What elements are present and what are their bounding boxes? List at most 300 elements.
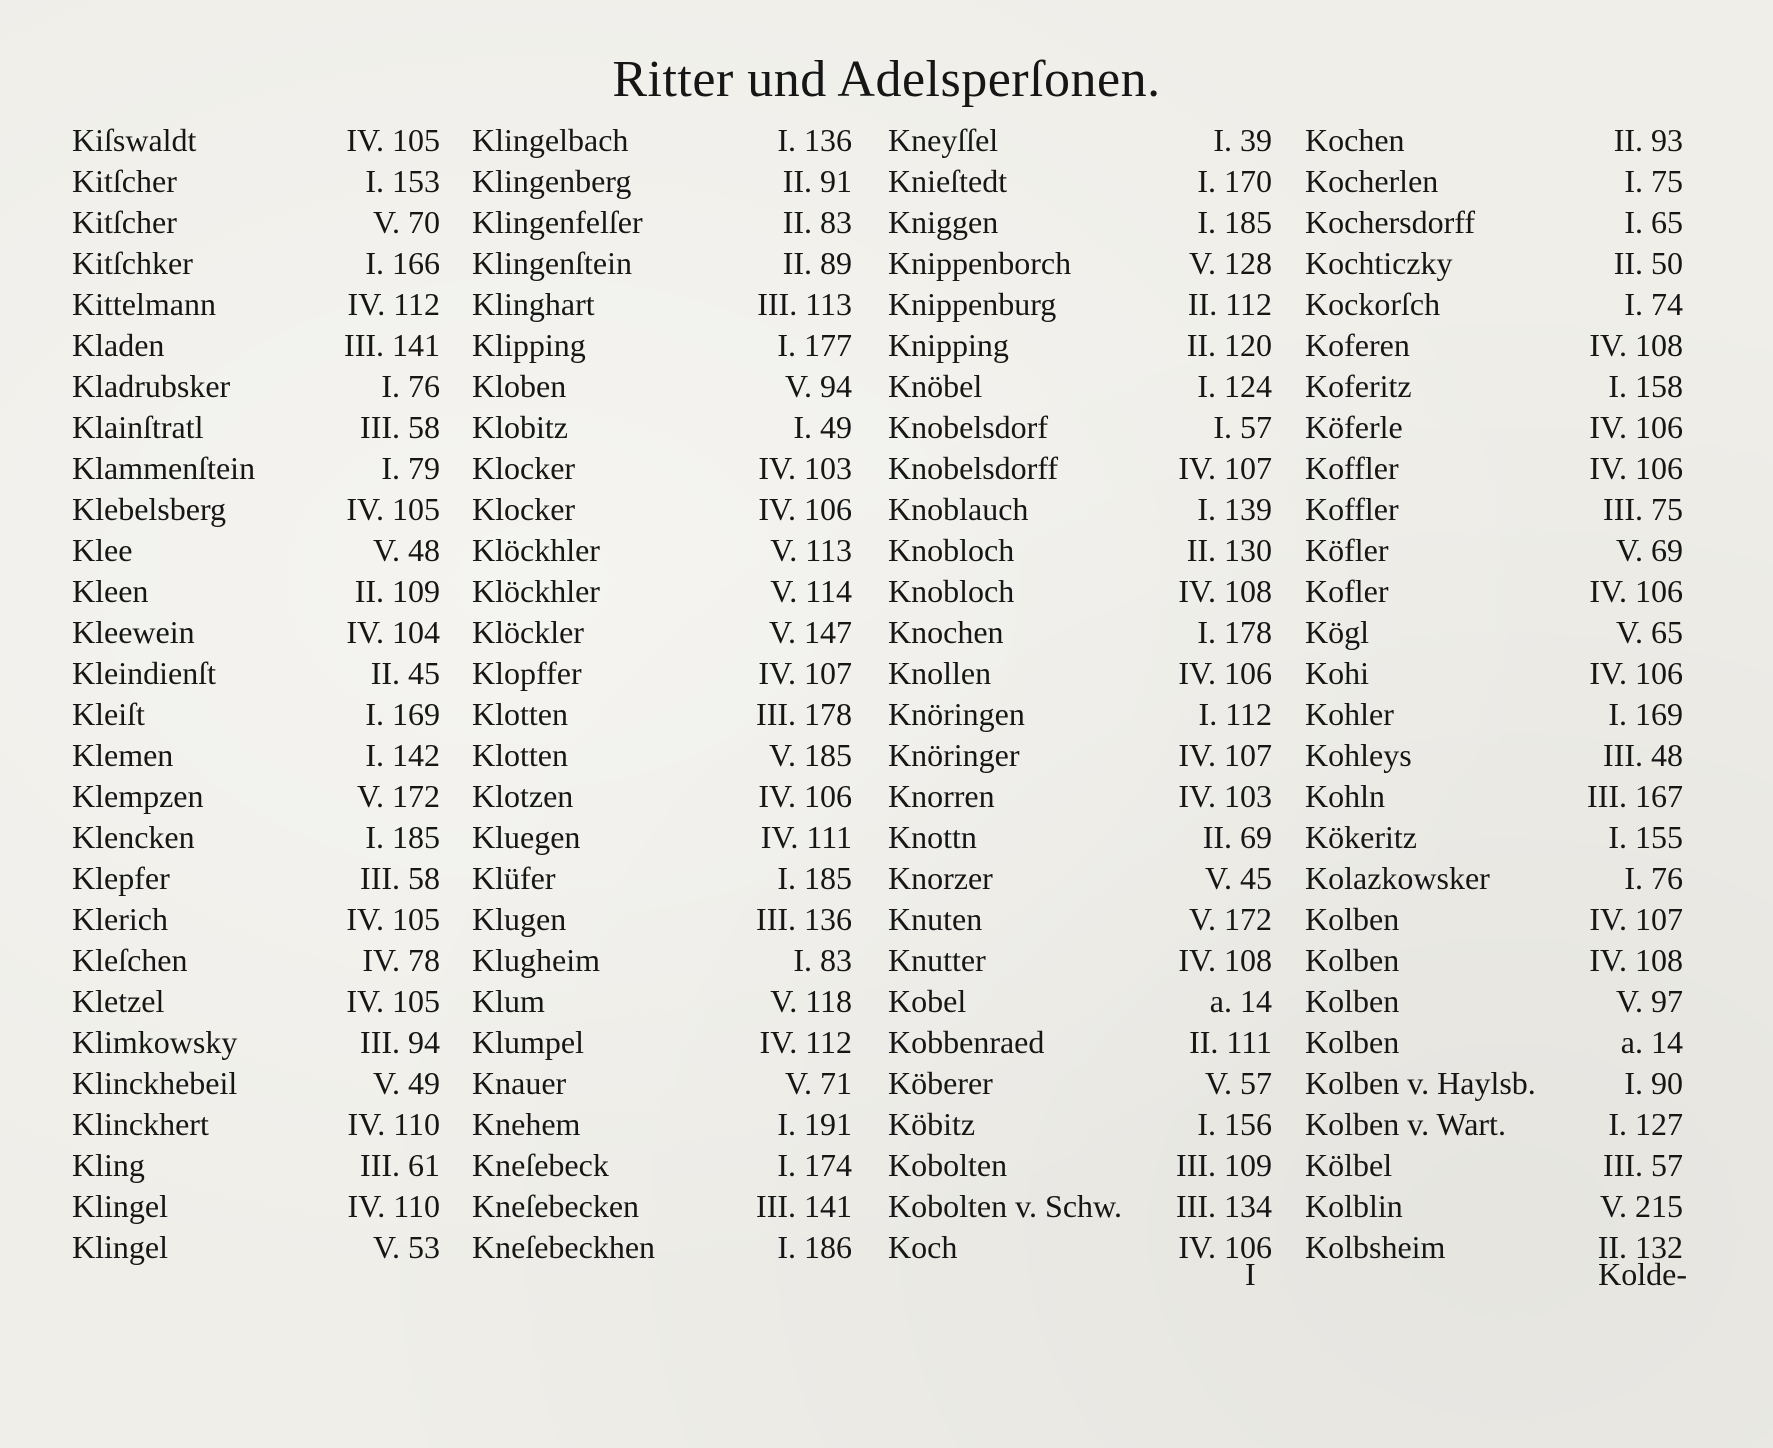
entry-reference: V. 215 [1600,1188,1683,1224]
index-entry [472,1145,852,1186]
entry-name: Klugen [472,901,567,937]
index-entry [72,243,440,284]
entry-reference: I. 136 [777,122,852,158]
index-entry [888,776,1272,817]
entry-reference: I. 185 [1197,204,1272,240]
entry-name: Knuten [888,901,983,937]
entry-name: Knauer [472,1065,567,1101]
index-entry [888,366,1272,407]
entry-reference: V. 118 [770,983,852,1019]
index-entry [472,489,852,530]
entry-name: Klimkowsky [72,1024,238,1060]
entry-name: Kolben [1305,983,1400,1019]
entry-reference: I. 139 [1197,491,1272,527]
entry-name: Koch [888,1229,958,1265]
entry-reference: III. 75 [1603,491,1683,527]
entry-name: Klöckler [472,614,584,650]
index-entry [888,653,1272,694]
index-entry [1305,694,1683,735]
index-entry [1305,202,1683,243]
index-entry [888,735,1272,776]
entry-reference: IV. 103 [1178,778,1272,814]
entry-reference: IV. 106 [1589,450,1683,486]
entry-reference: V. 113 [770,532,852,568]
entry-name: Kolblin [1305,1188,1403,1224]
entry-name: Klöckhler [472,573,600,609]
index-entry [1305,1145,1683,1186]
entry-reference: V. 45 [1205,860,1272,896]
entry-reference: I. 75 [1624,163,1683,199]
entry-name: Kökeritz [1305,819,1417,855]
entry-reference: II. 109 [354,573,440,609]
index-entry [72,1104,440,1145]
entry-name: Klebelsberg [72,491,227,527]
entry-reference: II. 93 [1613,122,1683,158]
index-entry [888,817,1272,858]
entry-reference: I. 76 [381,368,440,404]
index-entry [1305,120,1683,161]
entry-reference: a. 14 [1620,1024,1683,1060]
entry-name: Klempzen [72,778,204,814]
index-entry [1305,489,1683,530]
entry-name: Kobolten v. Schw. [888,1188,1123,1224]
entry-reference: III. 48 [1603,737,1683,773]
index-entry [472,612,852,653]
index-entry [472,120,852,161]
entry-reference: IV. 106 [1589,573,1683,609]
entry-name: Klingenſtein [472,245,632,281]
entry-name: Knollen [888,655,992,691]
entry-reference: V. 57 [1205,1065,1272,1101]
entry-name: Klingel [72,1229,168,1265]
entry-name: Knobelsdorf [888,409,1048,445]
entry-reference: III. 58 [360,860,440,896]
index-entry [1305,776,1683,817]
entry-reference: I. 155 [1608,819,1683,855]
entry-reference: V. 94 [785,368,852,404]
entry-name: Koffler [1305,491,1399,527]
entry-reference: IV. 108 [1178,942,1272,978]
index-entry [472,284,852,325]
entry-name: Knöbel [888,368,983,404]
entry-reference: III. 109 [1176,1147,1272,1183]
entry-name: Kocherlen [1305,163,1439,199]
entry-reference: I. 169 [365,696,440,732]
entry-reference: IV. 78 [362,942,440,978]
entry-name: Klingenberg [472,163,632,199]
entry-name: Klencken [72,819,195,855]
entry-reference: I. 57 [1213,409,1272,445]
entry-name: Klumpel [472,1024,584,1060]
entry-name: Knieſtedt [888,163,1008,199]
entry-name: Klee [72,532,133,568]
entry-reference: I. 170 [1197,163,1272,199]
entry-reference: V. 128 [1189,245,1272,281]
index-entry [72,1063,440,1104]
entry-name: Klotten [472,696,568,732]
index-entry [472,448,852,489]
entry-name: Kneſebeck [472,1147,609,1183]
entry-name: Kittelmann [72,286,216,322]
index-entry [1305,571,1683,612]
entry-name: Knippenburg [888,286,1057,322]
entry-name: Klöckhler [472,532,600,568]
index-entry [888,1186,1272,1227]
index-entry [472,1104,852,1145]
entry-reference: II. 50 [1613,245,1683,281]
entry-name: Kneyſſel [888,122,999,158]
entry-reference: IV. 112 [759,1024,852,1060]
index-entry [888,1063,1272,1104]
entry-name: Klammenſtein [72,450,256,486]
entry-reference: III. 178 [756,696,852,732]
entry-reference: I. 177 [777,327,852,363]
index-entry [888,1145,1272,1186]
index-entry [72,489,440,530]
entry-reference: V. 71 [785,1065,852,1101]
entry-reference: I. 127 [1608,1106,1683,1142]
index-entry [72,653,440,694]
entry-reference: II. 69 [1202,819,1272,855]
entry-name: Klinckhebeil [72,1065,238,1101]
entry-name: Knorzer [888,860,993,896]
index-entry [888,489,1272,530]
entry-name: Knorren [888,778,995,814]
entry-name: Klinckhert [72,1106,209,1142]
entry-name: Knobloch [888,532,1015,568]
index-entry [472,325,852,366]
entry-name: Knochen [888,614,1004,650]
index-entry [1305,1186,1683,1227]
entry-reference: IV. 107 [1589,901,1683,937]
index-entry [472,161,852,202]
entry-name: Köferle [1305,409,1403,445]
index-entry [72,1227,440,1268]
entry-name: Knöringer [888,737,1020,773]
index-entry [1305,899,1683,940]
index-entry [888,530,1272,571]
entry-name: Kleiſt [72,696,145,732]
entry-reference: IV. 106 [758,778,852,814]
index-entry [1305,1022,1683,1063]
index-entry [888,940,1272,981]
entry-reference: I. 166 [365,245,440,281]
index-entry [472,653,852,694]
entry-reference: I. 142 [365,737,440,773]
entry-reference: I. 186 [777,1229,852,1265]
entry-name: Klingenfelſer [472,204,643,240]
index-entry [472,1022,852,1063]
entry-name: Klüfer [472,860,556,896]
index-entry [472,694,852,735]
entry-name: Kniggen [888,204,999,240]
entry-name: Koferitz [1305,368,1412,404]
index-entry [1305,161,1683,202]
entry-name: Klotzen [472,778,574,814]
index-entry [72,571,440,612]
entry-reference: IV. 107 [1178,737,1272,773]
entry-name: Kolben [1305,901,1400,937]
entry-name: Kleindienſt [72,655,216,691]
entry-name: Köfler [1305,532,1389,568]
entry-reference: I. 185 [777,860,852,896]
index-entry [888,1104,1272,1145]
entry-name: Klemen [72,737,174,773]
entry-name: Kofler [1305,573,1389,609]
index-entry [72,325,440,366]
index-entry [72,817,440,858]
entry-reference: II. 89 [782,245,852,281]
entry-reference: III. 141 [756,1188,852,1224]
index-entry [72,776,440,817]
entry-reference: III. 141 [344,327,440,363]
signature-mark: I [1245,1256,1256,1292]
entry-reference: IV. 106 [1589,655,1683,691]
index-entry [1305,1104,1683,1145]
entry-reference: III. 61 [360,1147,440,1183]
entry-reference: II. 45 [370,655,440,691]
entry-reference: I. 156 [1197,1106,1272,1142]
entry-reference: II. 120 [1186,327,1272,363]
entry-name: Kochticzky [1305,245,1453,281]
index-entry [472,899,852,940]
entry-name: Kluegen [472,819,581,855]
entry-reference: III. 57 [1603,1147,1683,1183]
index-entry [1305,1063,1683,1104]
entry-reference: IV. 106 [1589,409,1683,445]
entry-name: Kolben [1305,1024,1400,1060]
entry-name: Kobbenraed [888,1024,1045,1060]
entry-name: Kneſebecken [472,1188,640,1224]
index-entry [888,407,1272,448]
entry-reference: IV. 103 [758,450,852,486]
entry-reference: IV. 108 [1589,942,1683,978]
entry-reference: I. 112 [1198,696,1272,732]
entry-reference: I. 153 [365,163,440,199]
entry-name: Kohln [1305,778,1385,814]
entry-reference: V. 53 [373,1229,440,1265]
index-entry [1305,735,1683,776]
entry-reference: I. 74 [1624,286,1683,322]
index-entry [72,407,440,448]
index-entry [72,366,440,407]
index-entry [888,694,1272,735]
index-entry [472,530,852,571]
index-entry [72,981,440,1022]
entry-reference: II. 91 [782,163,852,199]
entry-name: Klum [472,983,545,1019]
index-entry [472,571,852,612]
entry-reference: I. 76 [1624,860,1683,896]
index-entry [472,407,852,448]
entry-reference: IV. 106 [758,491,852,527]
index-entry [72,1022,440,1063]
entry-reference: I. 90 [1624,1065,1683,1101]
entry-reference: III. 94 [360,1024,440,1060]
catchword: Kolde- [1598,1256,1687,1292]
index-entry [888,1022,1272,1063]
index-entry [1305,981,1683,1022]
index-entry [888,325,1272,366]
index-entry [888,899,1272,940]
index-entry [472,243,852,284]
entry-name: Kochen [1305,122,1405,158]
index-entry [888,120,1272,161]
entry-name: Knipping [888,327,1009,363]
entry-name: Klipping [472,327,586,363]
entry-reference: III. 113 [757,286,852,322]
entry-reference: I. 49 [793,409,852,445]
entry-reference: I. 185 [365,819,440,855]
entry-reference: II. 130 [1186,532,1272,568]
entry-reference: V. 65 [1616,614,1683,650]
entry-name: Kleſchen [72,942,188,978]
entry-name: Kitſcher [72,163,177,199]
index-entry [888,981,1272,1022]
entry-name: Kockorſch [1305,286,1441,322]
entry-name: Kohleys [1305,737,1412,773]
index-entry [888,284,1272,325]
entry-name: Kolben v. Haylsb. [1305,1065,1536,1101]
entry-reference: V. 48 [373,532,440,568]
index-entry [72,858,440,899]
entry-reference: III. 167 [1587,778,1683,814]
entry-name: Kolben v. Wart. [1305,1106,1506,1142]
entry-name: Kling [72,1147,145,1183]
entry-reference: IV. 108 [1178,573,1272,609]
index-entry [472,1186,852,1227]
index-entry [472,981,852,1022]
entry-name: Klotten [472,737,568,773]
index-entry [1305,940,1683,981]
entry-reference: IV. 105 [346,901,440,937]
index-entry [1305,653,1683,694]
entry-name: Kohler [1305,696,1394,732]
entry-name: Klingelbach [472,122,629,158]
entry-name: Klobitz [472,409,568,445]
index-entry [472,817,852,858]
entry-reference: IV. 110 [347,1106,440,1142]
index-entry [888,612,1272,653]
index-entry [1305,612,1683,653]
entry-reference: II. 111 [1189,1024,1272,1060]
index-entry [1305,448,1683,489]
index-entry [888,202,1272,243]
index-entry [1305,817,1683,858]
index-entry [72,899,440,940]
entry-reference: V. 97 [1616,983,1683,1019]
entry-reference: V. 147 [769,614,852,650]
index-entry [472,858,852,899]
entry-name: Kletzel [72,983,165,1019]
entry-name: Klinghart [472,286,595,322]
entry-name: Knoblauch [888,491,1029,527]
index-entry [888,448,1272,489]
entry-reference: I. 158 [1608,368,1683,404]
entry-name: Kobel [888,983,967,1019]
index-entry [1305,530,1683,571]
entry-reference: IV. 106 [1178,655,1272,691]
index-entry [72,161,440,202]
entry-name: Kitſcher [72,204,177,240]
entry-reference: IV. 110 [347,1188,440,1224]
index-entry [1305,284,1683,325]
index-entry [472,940,852,981]
entry-name: Köbitz [888,1106,976,1142]
entry-name: Knöringen [888,696,1025,732]
entry-name: Klainſtratl [72,409,204,445]
entry-reference: IV. 108 [1589,327,1683,363]
entry-name: Kögl [1305,614,1369,650]
entry-name: Knutter [888,942,986,978]
index-entry [1305,243,1683,284]
index-entry [1305,366,1683,407]
index-entry [1305,325,1683,366]
entry-reference: II. 83 [782,204,852,240]
index-entry [72,530,440,571]
entry-name: Kitſchker [72,245,193,281]
entry-name: Knobloch [888,573,1015,609]
entry-name: Klerich [72,901,168,937]
entry-name: Knippenborch [888,245,1072,281]
index-entry [1305,407,1683,448]
entry-reference: III. 134 [1176,1188,1272,1224]
entry-reference: I. 79 [381,450,440,486]
index-entry [1305,858,1683,899]
index-entry [72,448,440,489]
index-column-3 [888,120,1272,1268]
entry-name: Köberer [888,1065,993,1101]
index-entry [888,1227,1272,1268]
entry-name: Klopffer [472,655,582,691]
index-column-4 [1305,120,1683,1268]
entry-reference: V. 69 [1616,532,1683,568]
entry-name: Kleewein [72,614,195,650]
entry-name: Kneſebeckhen [472,1229,656,1265]
index-entry [888,571,1272,612]
entry-name: Kloben [472,368,567,404]
entry-name: Knottn [888,819,977,855]
entry-name: Klepfer [72,860,170,896]
entry-reference: V. 70 [373,204,440,240]
entry-name: Kohi [1305,655,1369,691]
entry-reference: IV. 106 [1178,1229,1272,1265]
entry-name: Kleen [72,573,149,609]
index-entry [72,1145,440,1186]
entry-reference: IV. 107 [1178,450,1272,486]
entry-reference: IV. 105 [346,122,440,158]
entry-reference: IV. 104 [346,614,440,650]
entry-reference: V. 185 [769,737,852,773]
index-column-2 [472,120,852,1268]
entry-name: Kolben [1305,942,1400,978]
index-entry [472,1063,852,1104]
entry-reference: I. 169 [1608,696,1683,732]
entry-name: Koffler [1305,450,1399,486]
index-entry [888,243,1272,284]
entry-name: Klingel [72,1188,168,1224]
entry-reference: I. 174 [777,1147,852,1183]
entry-reference: IV. 112 [347,286,440,322]
entry-reference: V. 114 [770,573,852,609]
index-entry [472,1227,852,1268]
entry-name: Kobolten [888,1147,1008,1183]
index-entry [472,776,852,817]
entry-reference: IV. 107 [758,655,852,691]
index-entry [472,366,852,407]
entry-reference: I. 191 [777,1106,852,1142]
entry-name: Kiſswaldt [72,122,197,158]
